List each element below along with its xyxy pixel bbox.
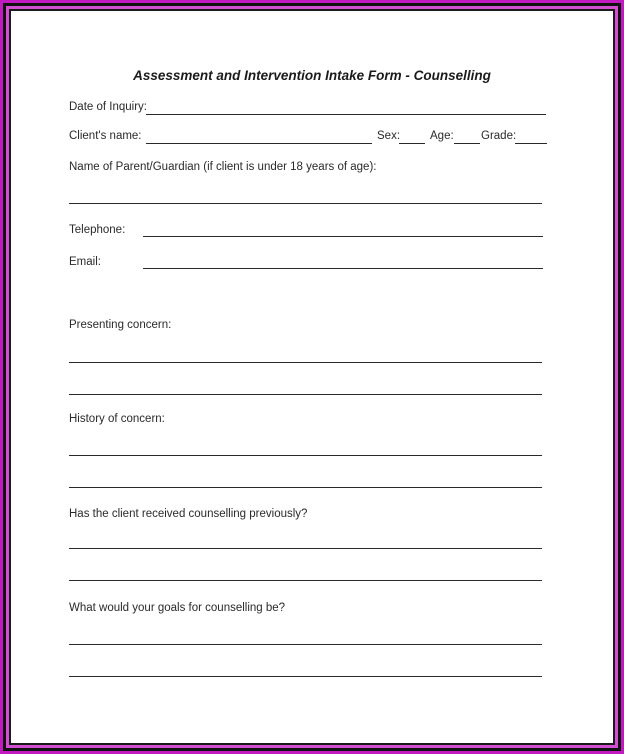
previous-counselling-line-1[interactable] (69, 548, 542, 549)
sex-label: Sex: (377, 130, 401, 142)
client-name-field[interactable] (146, 143, 372, 144)
form-title: Assessment and Intervention Intake Form - Counselling (133, 68, 491, 83)
previous-counselling-line-2[interactable] (69, 580, 542, 581)
previous-counselling-label: Has the client received counselling previously? (69, 508, 308, 520)
age-label: Age: (430, 130, 454, 142)
age-field[interactable] (454, 143, 480, 144)
presenting-concern-label: Presenting concern: (69, 319, 172, 331)
history-of-concern-line-1[interactable] (69, 455, 542, 456)
history-of-concern-line-2[interactable] (69, 487, 542, 488)
counselling-goals-line-1[interactable] (69, 644, 542, 645)
parent-guardian-label: Name of Parent/Guardian (if client is under 18 years of age): (69, 161, 377, 173)
date-of-inquiry-field[interactable] (146, 114, 546, 115)
presenting-concern-line-1[interactable] (69, 362, 542, 363)
counselling-goals-label: What would your goals for counselling be? (69, 602, 286, 614)
email-field[interactable] (143, 268, 543, 269)
grade-label: Grade: (481, 130, 517, 142)
parent-guardian-field[interactable] (69, 203, 542, 204)
history-of-concern-label: History of concern: (69, 413, 165, 425)
client-name-label: Client's name: (69, 130, 142, 142)
email-label: Email: (69, 256, 101, 268)
telephone-field[interactable] (143, 236, 543, 237)
grade-field[interactable] (515, 143, 547, 144)
form-paper (11, 11, 613, 743)
date-of-inquiry-label: Date of Inquiry: (69, 101, 147, 113)
telephone-label: Telephone: (69, 224, 126, 236)
counselling-goals-line-2[interactable] (69, 676, 542, 677)
presenting-concern-line-2[interactable] (69, 394, 542, 395)
sex-field[interactable] (399, 143, 425, 144)
